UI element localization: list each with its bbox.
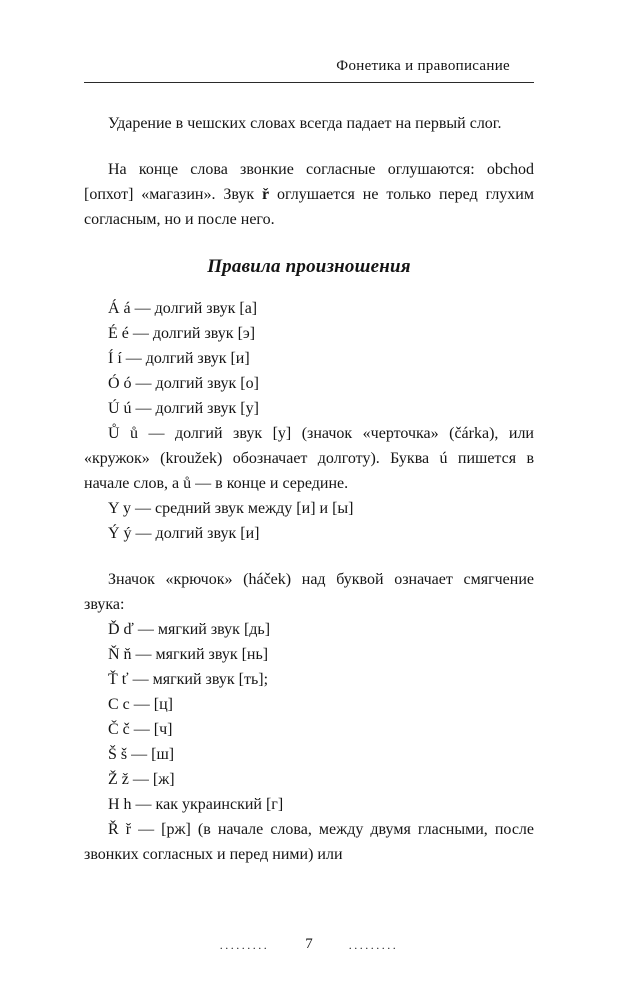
paragraph-stress: Ударение в чешских словах всегда падает на первый слог. bbox=[108, 115, 502, 132]
rule-item-ring-u: Ů ů — долгий звук [у] (значок «черточка» (čárka), или «кружок» (kroužek) обозначает долготу). Буква ú пишется в начале слов, а ů — в конце и середине. bbox=[84, 425, 534, 492]
devoicing-text-1: На конце слова звонкие согласные оглушаются: obchod [опхот] «магазин». Звук bbox=[84, 161, 534, 203]
page-body bbox=[84, 111, 534, 867]
page-footer bbox=[0, 937, 618, 952]
rule-item-hacek-s: Š š — [ш] bbox=[108, 746, 175, 763]
page-number: 7 bbox=[305, 936, 313, 952]
rule-item-long-vowel-i: Í í — долгий звук [и] bbox=[108, 350, 250, 367]
rule-item-hacek-c: Č č — [ч] bbox=[108, 721, 173, 738]
rule-item-hacek-z: Ž ž — [ж] bbox=[108, 771, 175, 788]
header-rule bbox=[84, 82, 534, 83]
rule-item-long-vowel-e: É é — долгий звук [э] bbox=[108, 325, 256, 342]
rule-item-hacek-n: Ň ň — мягкий звук [нь] bbox=[108, 646, 269, 663]
rule-item-hacek-t: Ť ť — мягкий звук [ть]; bbox=[108, 671, 269, 688]
running-header bbox=[84, 58, 534, 83]
footer-dots-left: ......... bbox=[219, 937, 270, 952]
running-header-title: Фонетика и правописание bbox=[336, 58, 510, 74]
rule-item-c: C c — [ц] bbox=[108, 696, 173, 713]
paragraph-devoicing bbox=[84, 157, 534, 232]
rule-item-y: Y y — средний звук между [и] и [ы] bbox=[108, 500, 354, 517]
rule-item-h: H h — как украинский [г] bbox=[108, 796, 284, 813]
devoicing-text-2: оглушается не только перед глухим согласным, но и после него. bbox=[84, 186, 534, 228]
rule-item-long-vowel-u: Ú ú — долгий звук [у] bbox=[108, 400, 259, 417]
devoicing-bold-letter: ř bbox=[262, 186, 270, 203]
paragraph-hacek-intro: Значок «крючок» (háček) над буквой означает смягчение звука: bbox=[84, 571, 534, 613]
rule-item-long-y: Ý ý — долгий звук [и] bbox=[108, 525, 260, 542]
footer-dots-right: ......... bbox=[348, 937, 399, 952]
section-heading: Правила произношения bbox=[207, 256, 411, 277]
rule-item-hacek-r: Ř ř — [рж] (в начале слова, между двумя гласными, после звонких согласных и перед ними) или bbox=[84, 821, 534, 863]
rule-item-hacek-d: Ď ď — мягкий звук [дь] bbox=[108, 621, 271, 638]
rule-item-long-vowel-o: Ó ó — долгий звук [о] bbox=[108, 375, 259, 392]
rule-item-long-vowel-a: Á á — долгий звук [а] bbox=[108, 300, 258, 317]
